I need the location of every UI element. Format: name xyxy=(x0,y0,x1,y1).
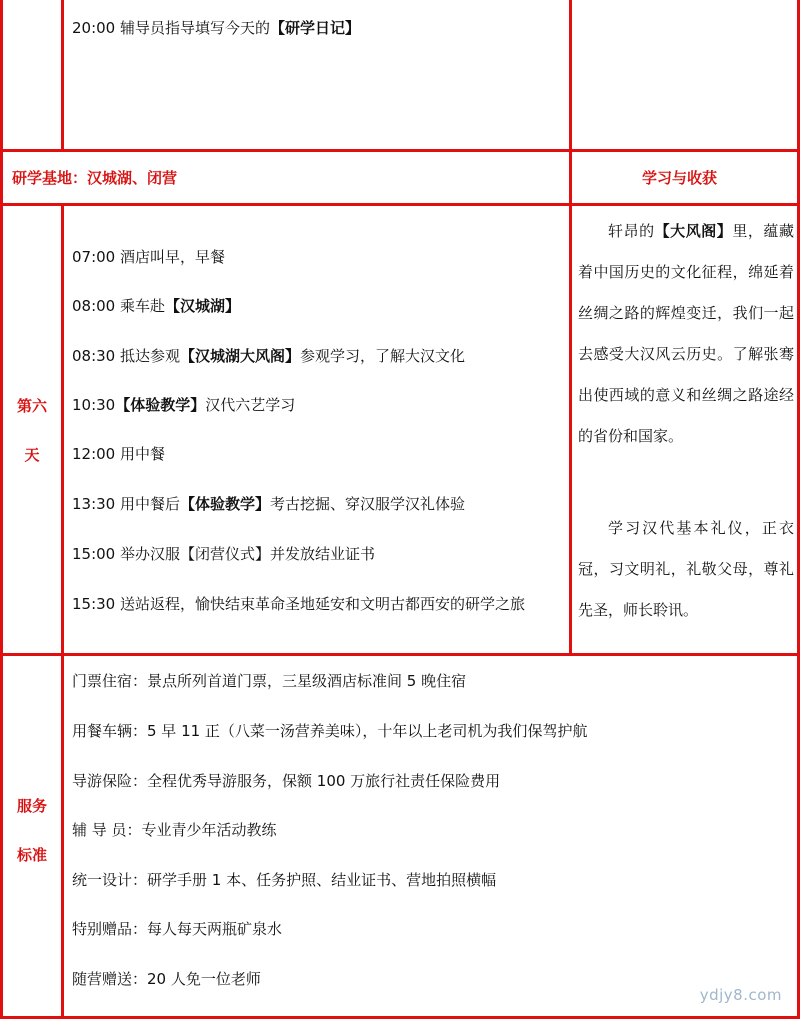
service-item: 门票住宿：景点所列首道门票，三星级酒店标准间 5 晚住宿 xyxy=(72,672,467,690)
gains-paragraph-1 xyxy=(578,211,794,457)
schedule-item-bold: 【体验教学】 xyxy=(180,495,271,513)
service-item: 用餐车辆：5 早 11 正（八菜一汤营养美味），十年以上老司机为我们保驾护航 xyxy=(72,722,588,740)
section-header-right: 学习与收获 xyxy=(642,169,718,187)
service-label-line1: 服务 xyxy=(16,797,47,815)
schedule-item-pre: 15:30 送站返程，愉快结束革命圣地延安和文明古都西安的研学之旅 xyxy=(72,595,525,613)
diary-line-bold: 【研学日记】 xyxy=(270,19,361,37)
schedule-item-pre: 08:30 抵达参观 xyxy=(72,347,180,365)
diary-line-text: 20:00 辅导员指导填写今天的 xyxy=(72,19,270,37)
day6-label-line1: 第六 xyxy=(16,397,47,415)
grid-row-divider xyxy=(0,653,800,656)
schedule-item-post: 考古挖掘、穿汉服学汉礼体验 xyxy=(270,495,466,513)
gains-p1-pre: 轩昂的 xyxy=(608,222,655,240)
schedule-item-pre: 08:00 乘车赴 xyxy=(72,297,165,315)
day6-label-line2: 天 xyxy=(24,446,40,464)
schedule-item xyxy=(72,296,240,316)
schedule-item xyxy=(72,444,165,464)
schedule-item-pre: 10:30 xyxy=(72,396,116,414)
service-item: 辅 导 员：专业青少年活动教练 xyxy=(72,821,277,839)
schedule-item-post: 参观学习，了解大汉文化 xyxy=(300,347,466,365)
schedule-item-bold: 【体验教学】 xyxy=(115,396,206,414)
schedule-item-bold: 【汉城湖大风阁】 xyxy=(180,347,301,365)
schedule-item xyxy=(72,594,525,614)
grid-row-divider xyxy=(0,203,800,206)
schedule-item xyxy=(72,247,225,267)
service-label-line2: 标准 xyxy=(16,846,47,864)
watermark: ydjy8.com xyxy=(699,986,782,1004)
gains-p1-post: 里，蕴藏着中国历史的文化征程，绵延着丝绸之路的辉煌变迁，我们一起去感受大汉风云历史。了解张骞出使西域的意义和丝绸之路途经的省份和国家。 xyxy=(578,222,794,445)
schedule-item-post: 汉代六艺学习 xyxy=(205,396,296,414)
grid-col-divider xyxy=(61,204,64,1018)
diary-line xyxy=(72,18,360,38)
schedule-item xyxy=(72,395,295,415)
schedule-item-pre: 15:00 举办汉服【闭营仪式】并发放结业证书 xyxy=(72,545,375,563)
grid-col-divider xyxy=(61,0,64,150)
gains-paragraph-2: 学习汉代基本礼仪，正衣冠，习文明礼，礼敬父母，尊礼先圣，师长聆讯。 xyxy=(578,519,794,619)
grid-left-border xyxy=(0,0,3,1018)
schedule-item xyxy=(72,346,465,366)
schedule-item-bold: 【汉城湖】 xyxy=(165,297,241,315)
service-item: 统一设计：研学手册 1 本、任务护照、结业证书、营地拍照横幅 xyxy=(72,871,497,889)
service-item: 随营赠送：20 人免一位老师 xyxy=(72,970,261,988)
schedule-item xyxy=(72,494,465,514)
section-header-left: 研学基地：汉城湖、闭营 xyxy=(12,169,178,187)
schedule-item-pre: 07:00 酒店叫早，早餐 xyxy=(72,248,225,266)
service-item: 导游保险：全程优秀导游服务，保额 100 万旅行社责任保险费用 xyxy=(72,772,501,790)
gains-p1-bold: 【大风阁】 xyxy=(654,222,733,240)
grid-col-divider xyxy=(569,0,572,654)
schedule-item-pre: 13:30 用中餐后 xyxy=(72,495,180,513)
schedule-item xyxy=(72,544,375,564)
schedule-item-pre: 12:00 用中餐 xyxy=(72,445,165,463)
grid-row-divider xyxy=(0,149,800,152)
service-item: 特别赠品：每人每天两瓶矿泉水 xyxy=(72,920,283,938)
